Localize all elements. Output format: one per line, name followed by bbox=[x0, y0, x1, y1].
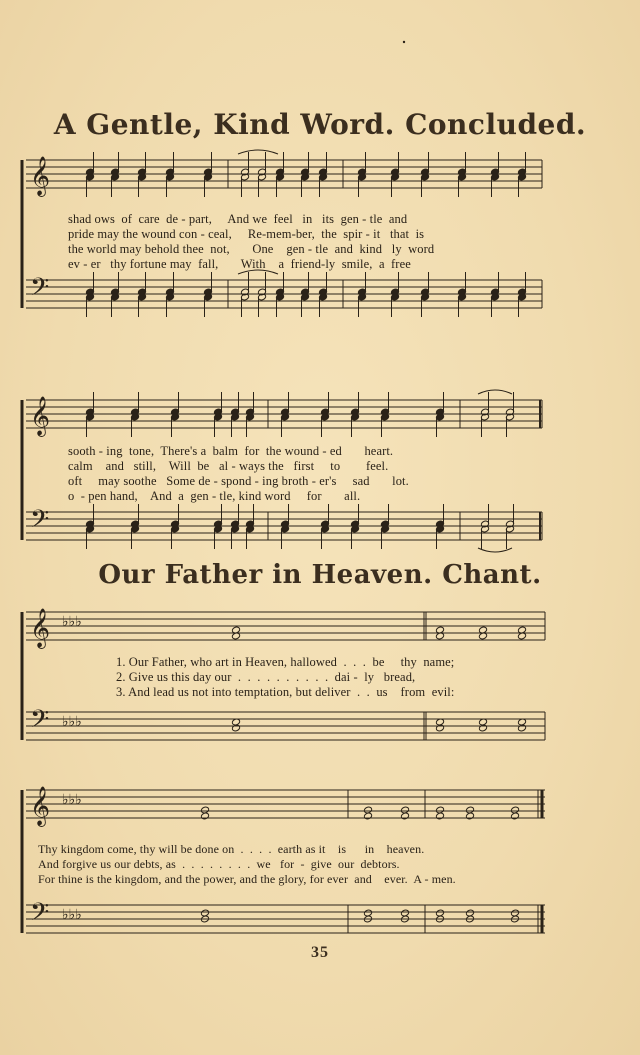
key-signature: ♭♭♭ bbox=[62, 615, 82, 630]
lyric-line: shad ows of care de - part, And we feel in its gen - tle and bbox=[68, 212, 408, 226]
lyric-line: calm and still, Will be al - ways the first to feel. bbox=[68, 459, 389, 473]
lyric-line: ev - er thy fortune may fall, With a friend-ly smile, a free bbox=[68, 257, 411, 271]
note-head bbox=[231, 724, 240, 732]
note-head bbox=[478, 724, 487, 732]
lyric-line: 2. Give us this day our . . . . . . . . . . dai - ly bread, bbox=[116, 670, 416, 684]
bass-staff bbox=[26, 905, 545, 933]
lyric-line: sooth - ing tone, There's a balm for the wound - ed heart. bbox=[68, 444, 394, 458]
key-signature: ♭♭♭ bbox=[62, 793, 82, 808]
lyric-line: the world may behold thee not, One gen - tle and kind ly word bbox=[68, 242, 435, 256]
lyric-line: oft may soothe Some de - spond - ing broth - er's sad lot. bbox=[68, 474, 409, 488]
note-head bbox=[465, 812, 474, 820]
lyric-line: pride may the wound con - ceal, Re-mem-ber, the spir - it that is bbox=[68, 227, 425, 241]
lyric-line: And forgive us our debts, as . . . . . . . . we for - give our debtors. bbox=[38, 857, 400, 871]
bass-clef-icon: 𝄢 bbox=[30, 273, 50, 308]
hymn-title: A Gentle, Kind Word. Concluded. bbox=[53, 108, 587, 141]
treble-clef-icon: 𝄞 bbox=[30, 608, 51, 648]
treble-clef-icon: 𝄞 bbox=[30, 786, 51, 826]
lyric-line: Thy kingdom come, thy will be done on . . . . earth as it is in heaven. bbox=[38, 842, 425, 856]
note-head bbox=[435, 812, 444, 820]
page-number: 35 bbox=[311, 944, 329, 961]
note-head bbox=[200, 812, 209, 820]
key-signature: ♭♭♭ bbox=[62, 908, 82, 923]
lyric-line: 3. And lead us not into temptation, but deliver . . us from evil: bbox=[116, 685, 455, 699]
treble-clef-icon: 𝄞 bbox=[30, 156, 51, 196]
note-head bbox=[517, 724, 526, 732]
ink-speck bbox=[403, 41, 405, 43]
note-head bbox=[435, 724, 444, 732]
treble-staff bbox=[26, 612, 545, 640]
lyric-line: o - pen hand, And a gen - tle, kind word for all. bbox=[68, 489, 361, 503]
tie bbox=[478, 390, 512, 394]
chant-title: Our Father in Heaven. Chant. bbox=[98, 560, 542, 590]
bass-clef-icon: 𝄢 bbox=[30, 705, 50, 740]
note-head bbox=[510, 812, 519, 820]
treble-clef-icon: 𝄞 bbox=[30, 396, 51, 436]
bass-staff bbox=[26, 712, 545, 740]
tie bbox=[238, 150, 278, 154]
lyric-line: For thine is the kingdom, and the power, and the glory, for ever and ever. A - men. bbox=[38, 872, 456, 886]
bass-clef-icon: 𝄢 bbox=[30, 505, 50, 540]
note-head bbox=[363, 812, 372, 820]
lyric-line: 1. Our Father, who art in Heaven, hallowed . . . be thy name; bbox=[116, 655, 455, 669]
note-head bbox=[400, 812, 409, 820]
key-signature: ♭♭♭ bbox=[62, 715, 82, 730]
bass-clef-icon: 𝄢 bbox=[30, 898, 50, 933]
